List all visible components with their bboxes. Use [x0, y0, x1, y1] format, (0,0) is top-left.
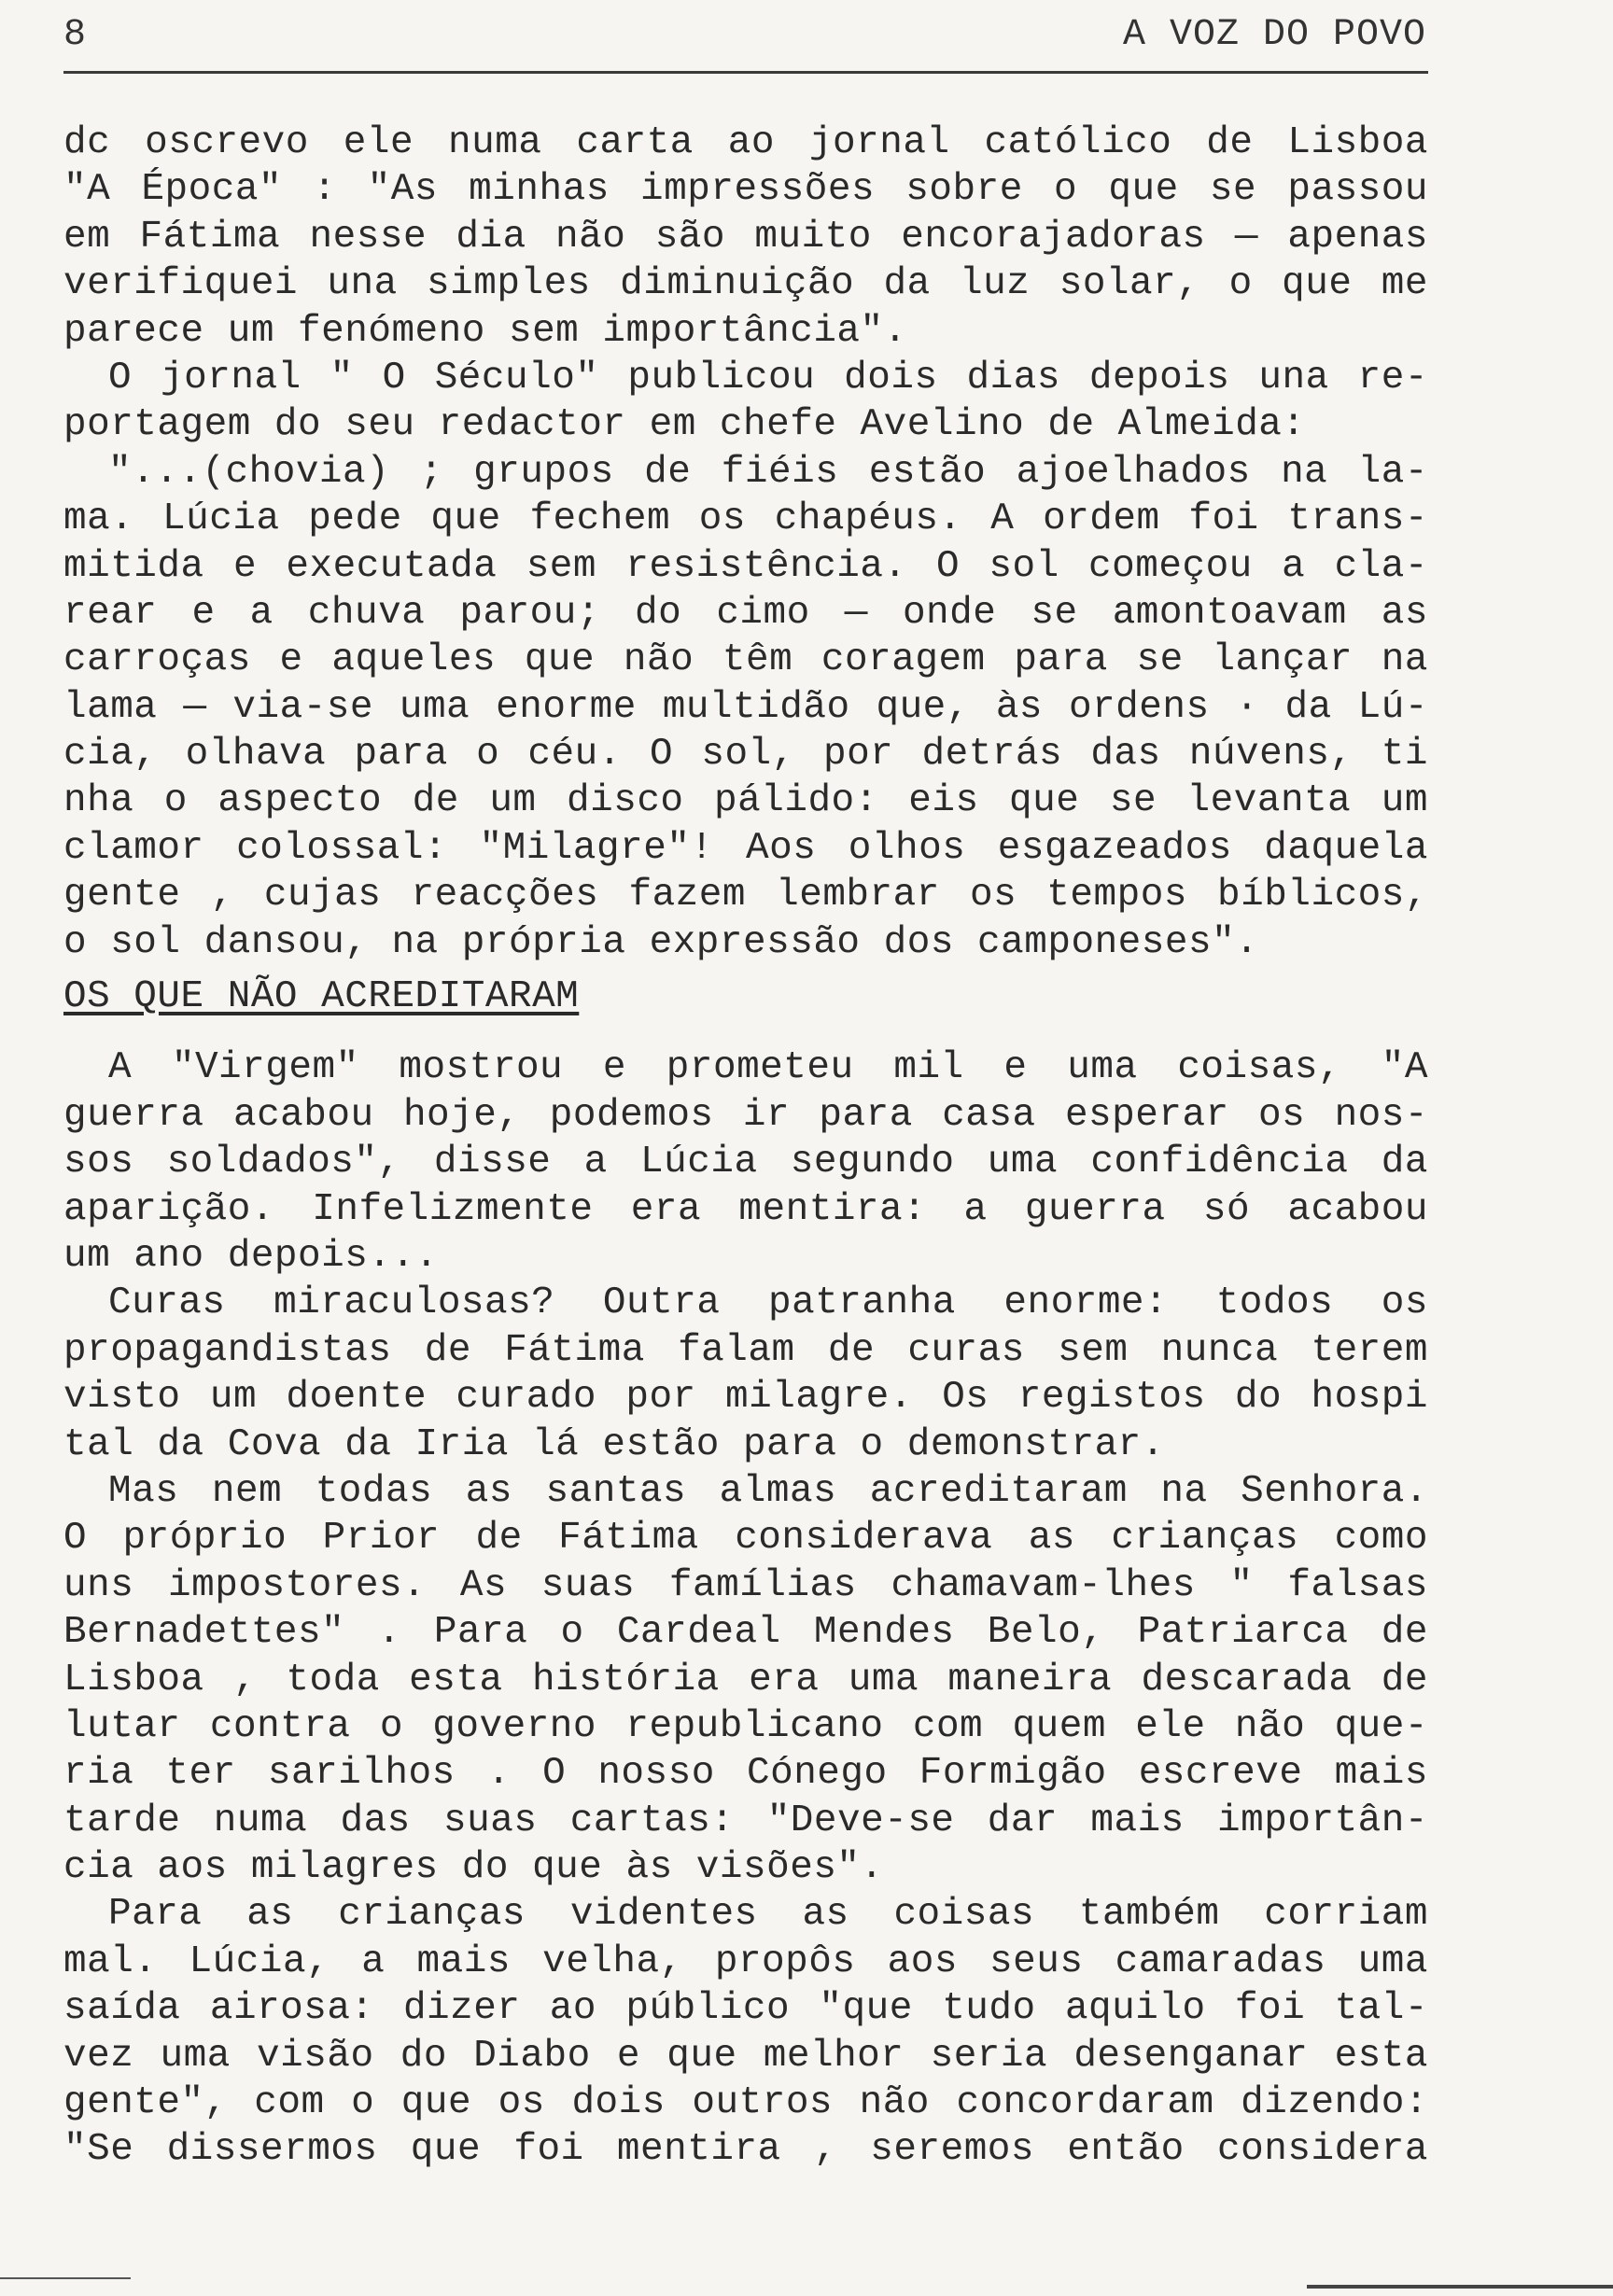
text-line: um ano depois... — [63, 1234, 439, 1278]
paragraph — [63, 1891, 1428, 2173]
text-line: tal da Cova da Iria lá estão para o demonstrar. — [63, 1422, 1165, 1466]
text-line: portagem do seu redactor em chefe Avelino de Almeida: — [63, 403, 1306, 447]
section-heading: OS QUE NÃO ACREDITARAM — [63, 975, 580, 1019]
text-line: mal. Lúcia, a mais velha, propôs aos seus camaradas uma — [63, 1939, 1428, 1983]
text-line: guerra acabou hoje, podemos ir para casa esperar os nos- — [63, 1093, 1428, 1137]
article-body — [63, 119, 1428, 2174]
text-line: "Se dissermos que foi mentira , seremos então considera — [63, 2128, 1428, 2172]
text-line: O jornal " O Século" publicou dois dias depois una re- — [108, 356, 1428, 399]
text-line: uns impostores. As suas famílias chamavam-lhes " falsas — [63, 1563, 1428, 1607]
text-line: verifiquei una simples diminuição da luz solar, o que me — [63, 262, 1428, 306]
scan-mark — [0, 2277, 131, 2279]
publication-title: A VOZ DO POVO — [1122, 14, 1426, 56]
text-line: rear e a chuva parou; do cimo — onde se amontoavam as — [63, 591, 1428, 635]
text-line: lama — via-se uma enorme multidão que, às ordens · da Lú- — [63, 685, 1428, 729]
page-header — [63, 7, 1426, 63]
text-line: gente", com o que os dois outros não concordaram dizendo: — [63, 2081, 1428, 2125]
text-line: carroças e aqueles que não têm coragem para se lançar na — [63, 638, 1428, 682]
text-line: cia aos milagres do que às visões". — [63, 1846, 884, 1890]
text-line: Lisboa , toda esta história era uma maneira descarada de — [63, 1658, 1428, 1701]
text-line: "A Época" : "As minhas impressões sobre o que se passou — [63, 168, 1428, 212]
text-line: cia, olhava para o céu. O sol, por detrás das núvens, ti — [63, 733, 1428, 777]
paragraph — [63, 355, 1428, 449]
page-number: 8 — [63, 14, 87, 56]
text-line: clamor colossal: "Milagre"! Aos olhos esgazeados daquela — [63, 826, 1428, 870]
text-line: saída airosa: dizer ao público "que tudo aquilo foi tal- — [63, 1987, 1428, 2031]
text-line: vez uma visão do Diabo e que melhor seria desenganar esta — [63, 2034, 1428, 2078]
text-line: mitida e executada sem resistência. O sol começou a cla- — [63, 544, 1428, 588]
text-line: nha o aspecto de um disco pálido: eis que se levanta um — [63, 779, 1428, 823]
text-line: Curas miraculosas? Outra patranha enorme: todos os — [108, 1281, 1428, 1325]
text-line: tarde numa das suas cartas: "Deve-se dar mais importân- — [63, 1799, 1428, 1842]
text-line: ria ter sarilhos . O nosso Cónego Formigão escreve mais — [63, 1752, 1428, 1796]
paragraph — [63, 119, 1428, 355]
text-line: O próprio Prior de Fátima considerava as crianças como — [63, 1517, 1428, 1561]
text-line: visto um doente curado por milagre. Os registos do hospi — [63, 1376, 1428, 1420]
text-line: lutar contra o governo republicano com quem ele não que- — [63, 1704, 1428, 1748]
text-line: A "Virgem" mostrou e prometeu mil e uma coisas, "A — [108, 1046, 1428, 1090]
text-line: "...(chovia) ; grupos de fiéis estão ajoelhados na la- — [108, 450, 1428, 494]
header-rule — [63, 71, 1428, 74]
text-line: aparição. Infelizmente era mentira: a guerra só acabou — [63, 1187, 1428, 1231]
paragraph — [63, 1280, 1428, 1468]
text-line: em Fátima nesse dia não são muito encorajadoras — apenas — [63, 215, 1428, 259]
text-line: Mas nem todas as santas almas acreditaram na Senhora. — [108, 1469, 1428, 1513]
text-line: ma. Lúcia pede que fechem os chapéus. A ordem foi trans- — [63, 497, 1428, 541]
text-line: propagandistas de Fátima falam de curas sem nunca terem — [63, 1328, 1428, 1372]
paragraph — [63, 1468, 1428, 1892]
paragraph — [63, 1044, 1428, 1280]
text-line: sos soldados", disse a Lúcia segundo uma confidência da — [63, 1141, 1428, 1184]
text-line: gente , cujas reacções fazem lembrar os tempos bíblicos, — [63, 874, 1428, 917]
text-after-heading — [63, 1044, 1428, 2173]
paragraph — [63, 449, 1428, 966]
text-line: Para as crianças videntes as coisas também corriam — [108, 1893, 1428, 1937]
scan-mark — [1307, 2285, 1613, 2289]
text-line: parece um fenómeno sem importância". — [63, 309, 907, 353]
text-line: o sol dansou, na própria expressão dos camponeses". — [63, 920, 1259, 964]
text-line: dc oscrevo ele numa carta ao jornal católico de Lisboa — [63, 121, 1428, 164]
text-before-heading — [63, 119, 1428, 966]
text-line: Bernadettes" . Para o Cardeal Mendes Belo, Patriarca de — [63, 1611, 1428, 1655]
